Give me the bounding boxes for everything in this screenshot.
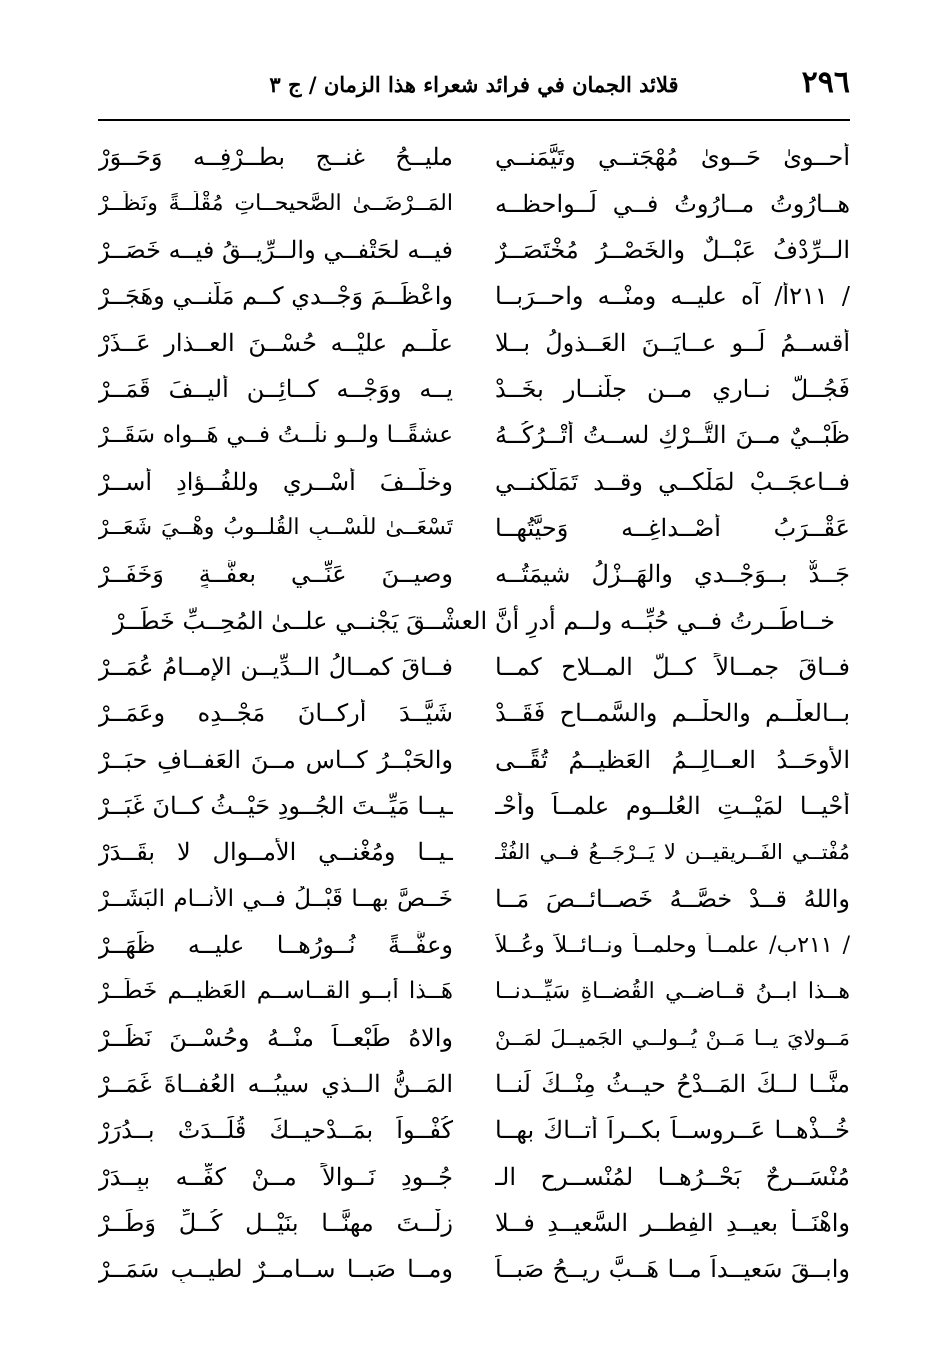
verse-first-hemistich: هــذا ابــنُ قــاضــي القُضــاةِ سَيِّــدنــا [495, 978, 850, 1004]
verse-first-hemistich: هــارُوتُ مــارُوتُ فــي لَــواحظــه [495, 189, 850, 218]
verse-second-hemistich: زِلْــتَ مهنًّــا بنَيْــلِ كُــلِّ وَطَــرْ [98, 1209, 453, 1238]
verse-second-hemistich: هَــذا أبــو القــاســمِ العَظيــمِ خَطَــرْ [98, 978, 453, 1005]
verse-line [98, 1107, 850, 1153]
verse-first-hemistich: أحْيــا لمَيْــتِ العُلــومِ علمــاً وأحْـ [495, 791, 850, 820]
verse-line [98, 968, 850, 1014]
verse-first-hemistich: فــاقَ جمــالاً كــلَّ المــلاحِ كمــا [495, 652, 850, 681]
verse-line [98, 366, 850, 412]
verse-line [98, 922, 850, 968]
verse-first-hemistich: خُــذْهــا عَــروســاً بكــراً أتــاكَ بهــا [495, 1116, 850, 1145]
page-header [98, 66, 850, 106]
poem [98, 134, 850, 1293]
verse-second-hemistich: عشقًــا ولــو نلْــتُ فــي هَــواه سَقَــرْ [98, 422, 453, 449]
header-rule [98, 119, 850, 121]
verse-line [98, 458, 850, 504]
verse-line [98, 273, 850, 319]
verse-line [98, 783, 850, 829]
verse-second-hemistich: كُفْــواً بمَــدْحيــكَ قُلِّــدَتْ بــدُرَرْ [98, 1116, 453, 1145]
verse-line [98, 1200, 850, 1246]
verse-second-hemistich: تَسْعَــىٰ للَسْــبِ القُلــوبُ وهْــيَ شَعَــرْ [98, 515, 453, 541]
verse-line [98, 1015, 850, 1061]
verse-first-hemistich: أحــوىٰ حَــوىٰ مُهْجَتــي وتَيَّمَنــي [495, 143, 850, 172]
verse-first-hemistich: أقســمُ لَــو عــايَــنَ العَــذولُ بــلا [495, 328, 850, 357]
verse-line [98, 412, 850, 458]
verse-first-hemistich: مَــولايَ يــا مَــنْ يُــولــي الجَميــلَ لمَــنْ [495, 1025, 850, 1050]
verse-second-hemistich: والاهُ طَبْعــاً منْــهُ وحُسْــنَ نَظَــرْ [98, 1023, 453, 1052]
verse-second-hemistich: خَــصَّ بهــا قَبْــلُ فــي الأنــامِ البَشَــرْ [98, 885, 453, 912]
verse-second-hemistich: علْــمٍ عليْــه حُسْــنَ العــذارِ عَــذَرْ [98, 328, 453, 357]
verse-line [98, 829, 850, 875]
verse-line [98, 505, 850, 551]
verse-line [98, 134, 850, 180]
verse-first-hemistich: مُنْسَــرحٌ بَحْــرُهــا لمُنْســرحِ الـ [495, 1162, 850, 1191]
verse-line [98, 1246, 850, 1292]
verse-first-hemistich: بــالعلْــمِ والحلْــمِ والسَّمــاحِ فَقَــدْ [495, 699, 850, 728]
verse-second-hemistich: يــه ووَجْــه كــائِــنٍ أليــفَ قَمَــرْ [98, 374, 453, 403]
verse-first-hemistich: فــاعجَــبْ لمَلْكــي وقــد تَمَلَّكنــي [495, 467, 850, 496]
running-title: قلائد الجمان في فرائد شعراء هذا الزمان / ج ٣ [269, 72, 679, 97]
verse-line [98, 551, 850, 597]
verse-second-hemistich: مليــحُ غنــجٍ بطــرْفِــه وَحَــوَرْ [98, 143, 453, 172]
verse-second-hemistich: جُــودِ نَــوالاً مــنْ كفِّــه ببِــدَرْ [98, 1162, 453, 1191]
verse-full-line: خــاطَــرتُ فــي حُبِّــه ولــم أدرِ أنَّ العشْــقَ يَجْنــي علــىٰ المُحِــبِّ خَطَــرْ [113, 606, 835, 635]
verse-second-hemistich: واعْظَــمَ وَجْــدي كــم مَلَّنــي وهَجَــرْ [98, 282, 453, 311]
verse-first-hemistich: / ٢١١أ/ آه عليــه ومنْــه واحــرَبــا [495, 282, 850, 311]
verse-line [98, 644, 850, 690]
verse-second-hemistich: وصيــنَ عَنِّــي بعفَّــةٍ وَخَفَــرْ [98, 560, 453, 589]
verse-first-hemistich: الــرِّدْفُ عَبْــلٌ والخَصْــرُ مُخْتَصَــرٌ [495, 235, 850, 264]
verse-first-hemistich: وابــقَ سَعيــداً مــا هَــبَّ رِيــحُ صَبــاً [495, 1255, 850, 1284]
verse-line [98, 690, 850, 736]
verse-second-hemistich: ـيــا ومُغْنــي الأمــوالِ لا بقَــدَرْ [98, 838, 453, 867]
verse-first-hemistich: جَــدٌّ بــوَجْــدي والهَــزْلُ شيمَتُــه [495, 560, 850, 589]
verse-first-hemistich: فَجُــلُّ نــاري مــن جلَّنــارِ بخَــدْ [495, 374, 850, 403]
verse-first-hemistich: مُفْتــي الفَــريقيــنِ لا يَــرْجَــعُ فــي الفُتْـ [495, 840, 850, 865]
verse-line [98, 1061, 850, 1107]
verse-second-hemistich: والحَبْــرُ كــاسِ مــنَ العَفــافِ حبَــرْ [98, 745, 453, 774]
verse-second-hemistich: شَيَّــدَ أركــانَ مَجْــدِه وعَمَــرْ [98, 699, 453, 728]
verse-second-hemistich: المَــنُّ الــذي سيبُــه العُفــاةَ غَمَــرْ [98, 1070, 453, 1099]
verse-line [98, 180, 850, 226]
verse-second-hemistich: فــاقَ كمــالُ الــدِّيــنِ الإمــامُ عُمَــرْ [98, 652, 453, 681]
verse-first-hemistich: ظَبْــيٌ مــنَ التُّــرْكِ لســتُ أتْــرُكُــهُ [495, 421, 850, 450]
verse-first-hemistich: واهْنَــأ بعيــدِ الفِطــرِ السَّعيــدِ فــلا [495, 1209, 850, 1238]
verse-second-hemistich: وخلَّــفَ أسْــري وللفُــؤادِ أســرْ [98, 467, 453, 496]
verse-line [98, 319, 850, 365]
verse-line [98, 227, 850, 273]
verse-second-hemistich: وعفَّــةً نُــورُهــا عليــه ظَهَــرْ [98, 931, 453, 960]
verse-second-hemistich: فيــه لحَتْفــي والــرِّيــقُ فيــه خَصَــرْ [98, 235, 453, 264]
verse-second-hemistich: المَــرْضَــىٰ الصَّحيحــاتِ مُقْلَــةً ونَظَــرْ [98, 191, 453, 217]
verse-first-hemistich: منَّــا لــكَ المَــدْحُ حيــثُ مِنْــكَ لَنــا [495, 1070, 850, 1099]
verse-first-hemistich: / ٢١١ب/ علمــاً وحلمــاً ونــائــلاً وعُــلاً [495, 932, 850, 958]
verse-first-hemistich: الأوحَــدُ العــالِــمُ العَظيــمُ تُقًــى [495, 745, 850, 774]
verse-first-hemistich: عَقْــرَبُ أصْــداغِــه وَحيَّتُهــا [495, 513, 850, 542]
verse-line [98, 1154, 850, 1200]
verse-first-hemistich: واللهُ قــدْ خصَّــهُ خَصــائــصَ مَــا [495, 884, 850, 913]
page-number: ٢٩٦ [801, 65, 850, 100]
verse-line [98, 736, 850, 782]
verse-line [98, 876, 850, 922]
verse-second-hemistich: ومــا صَبــا ســامــرٌ لطيــبِ سَمَــرْ [98, 1255, 453, 1284]
verse-line [98, 597, 850, 643]
verse-second-hemistich: ـيــا مَيِّــتَ الجُــودِ حَيْــثُ كــانَ غَبَــرْ [98, 791, 453, 820]
